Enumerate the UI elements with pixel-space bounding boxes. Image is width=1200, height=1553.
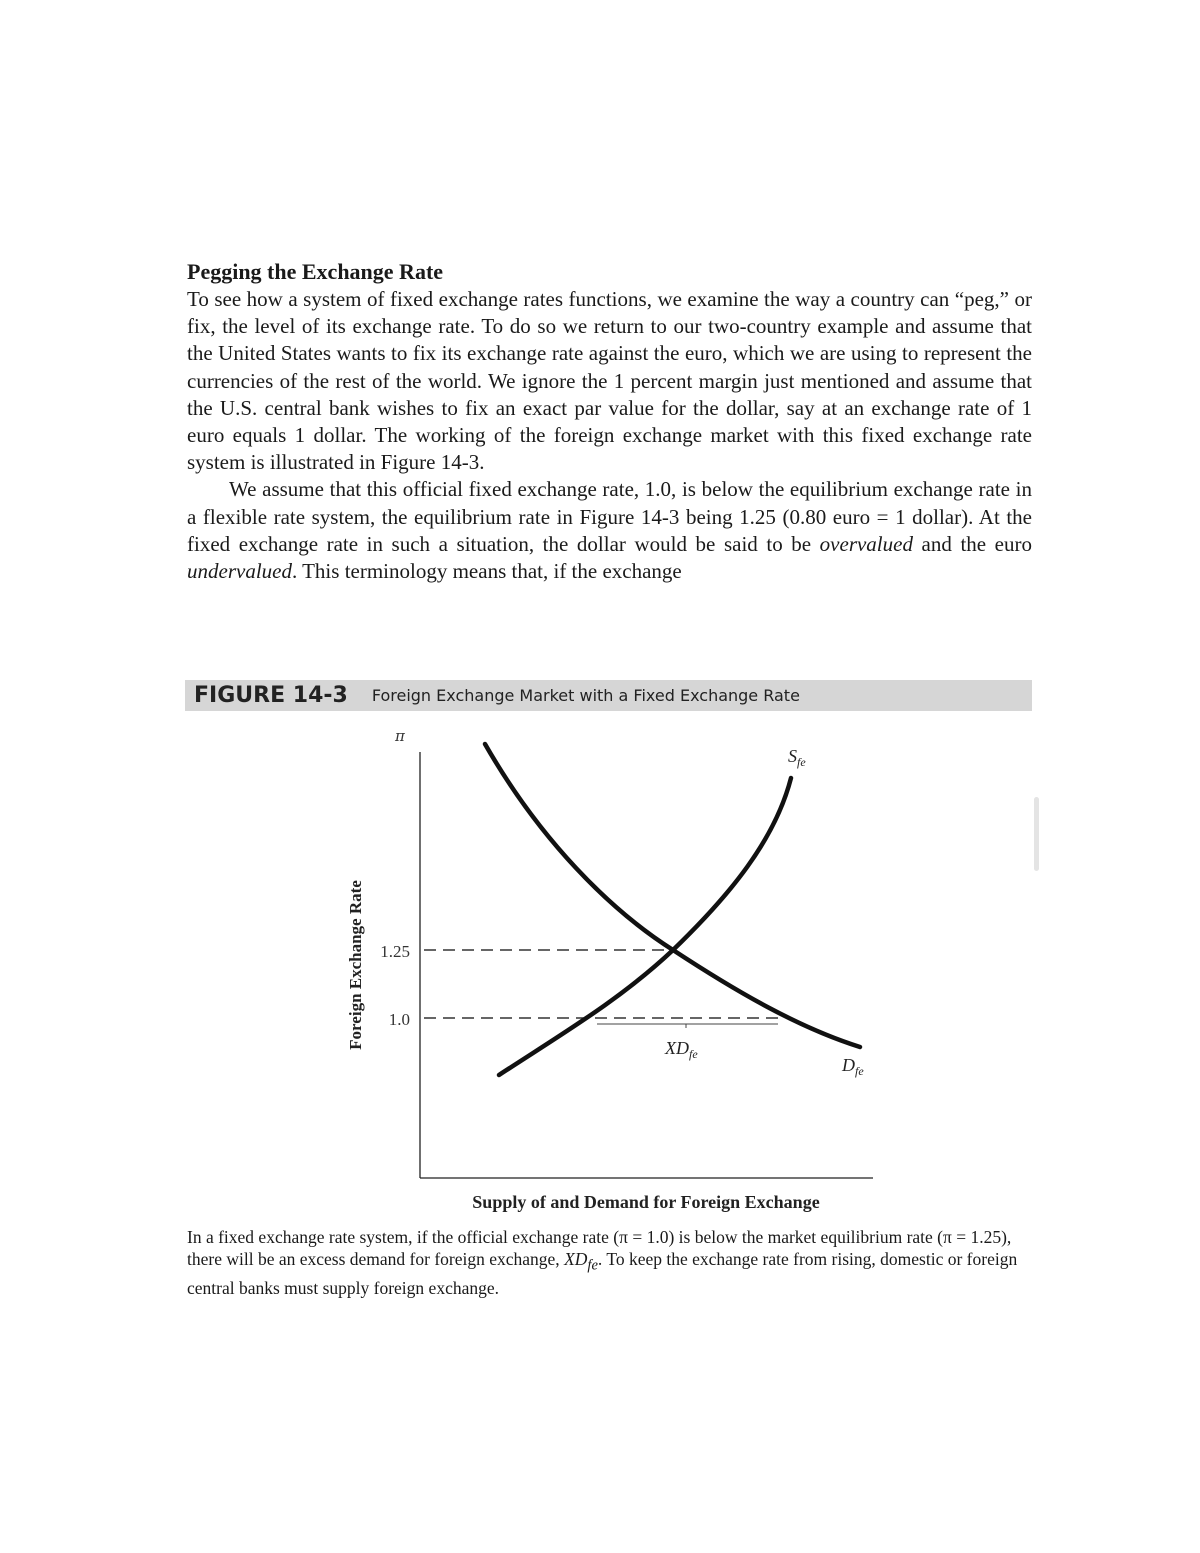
figure-caption: In a fixed exchange rate system, if the official exchange rate (π = 1.0) is below the market equilibrium rate (π = 1.25), there will be an excess demand for foreign exchange, $XD_{fe}$. To keep the exchange rate from rising, domestic or foreign central banks must supply foreign exchange. (187, 1227, 1018, 1298)
supply-label: $S_{fe}$ (788, 746, 806, 769)
supply-curve (499, 778, 791, 1075)
tick-label-1-0: 1.0 (388, 1010, 410, 1029)
x-axis-label: Supply of and Demand for Foreign Exchange (472, 1192, 820, 1212)
xd-label: $XD_{fe}$ (665, 1038, 698, 1061)
undervalued-term: undervalued (187, 559, 292, 584)
caption-xd-sub: fe (587, 1257, 598, 1274)
y-axis-symbol: π (395, 727, 405, 745)
paragraph-2: We assume that this official fixed exchange rate, 1.0, is below the equilibrium exchange rate in a flexible rate system, the equilibrium rate in Figure 14-3 being 1.25 (0.80 euro = 1 dollar). At the fixed exchange rate in such a situation, the dollar would be said to be overvalued and the euro undervalued. This terminology means that, if the exchange (187, 477, 1032, 584)
figure-title: Foreign Exchange Market with a Fixed Exchange Rate (371, 686, 800, 705)
demand-curve (485, 744, 860, 1047)
demand-label: $D_{fe}$ (842, 1055, 864, 1078)
figure-label: FIGURE 14-3 (194, 683, 348, 708)
caption-xd: XD (564, 1249, 588, 1269)
section-title: Pegging the Exchange Rate (187, 259, 444, 284)
y-axis-label: Foreign Exchange Rate (346, 880, 365, 1050)
tick-label-1-25: 1.25 (380, 942, 410, 961)
paragraph-1: To see how a system of fixed exchange rates functions, we examine the way a country can “peg,” or fix, the level of its exchange rate. To do so we return to our two-country example and assume that the United States wants to fix its exchange rate against the euro, which we are using to represent the currencies of the rest of the world. We ignore the 1 percent margin just mentioned and assume that the U.S. central bank wishes to fix an exact par value for the dollar, say at an exchange rate of 1 euro equals 1 dollar. The working of the foreign exchange market with this fixed exchange rate system is illustrated in Figure 14-3. (187, 287, 1032, 475)
overvalued-term: overvalued (819, 531, 913, 556)
scrollbar[interactable] (1034, 797, 1039, 871)
